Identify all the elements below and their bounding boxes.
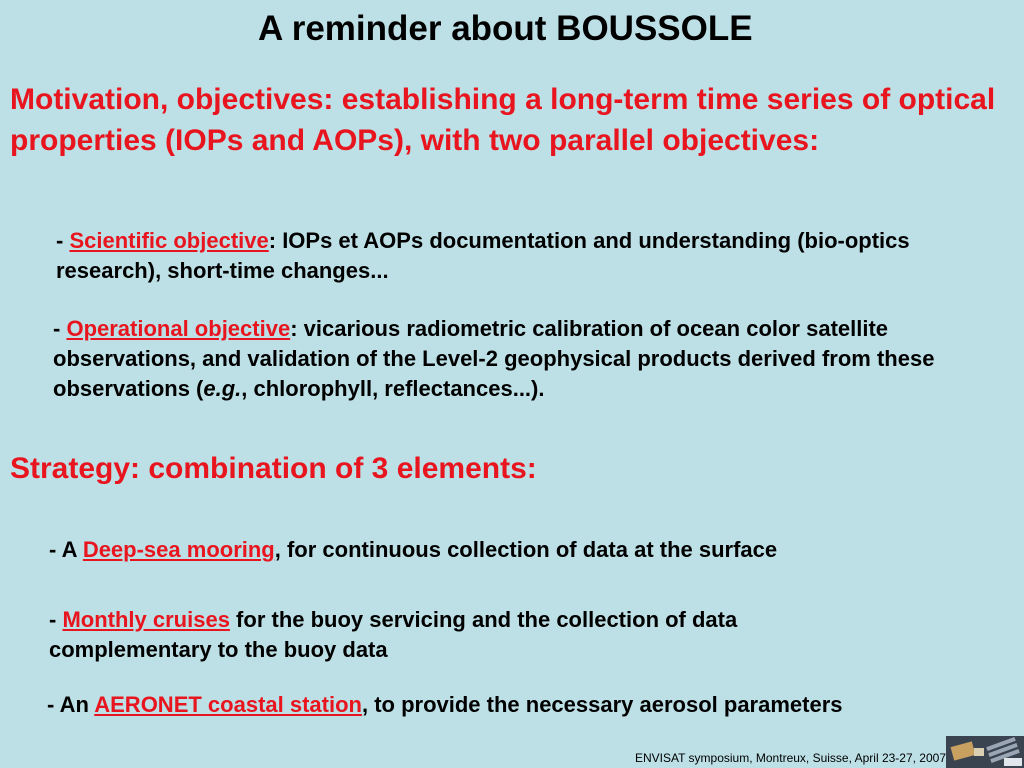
scientific-objective-text: : IOPs et AOPs documentation and understanding (bio-optics research), short-time changes... (56, 228, 910, 283)
monthly-cruises-text: for the buoy servicing and the collection of data complementary to the buoy data (49, 607, 738, 662)
bullet-prefix: - (56, 228, 70, 253)
scientific-objective (56, 226, 986, 286)
element-aeronet-station (47, 690, 1017, 720)
bullet-prefix: - A (49, 537, 83, 562)
operational-objective (53, 314, 963, 404)
element-monthly-cruises (49, 605, 889, 665)
title-area (0, 0, 1024, 60)
operational-objective-text-1: : vicarious radiometric calibration of ocean color satellite observations, and validation of the Level-2 geophysical products derived from these observations ( (53, 316, 935, 401)
bullet-prefix: - (49, 607, 63, 632)
deep-sea-mooring-link: Deep-sea mooring (82, 537, 275, 562)
deep-sea-mooring-text: , for continuous collection of data at the surface (274, 537, 778, 562)
aeronet-station-link: AERONET coastal station (94, 692, 362, 717)
element-deep-sea-mooring (49, 535, 1009, 565)
bullet-prefix: - (53, 316, 67, 341)
aeronet-station-text: , to provide the necessary aerosol parameters (361, 692, 843, 717)
footer-text: ENVISAT symposium, Montreux, Suisse, April 23-27, 2007 (634, 751, 946, 765)
operational-objective-text-2: , chlorophyll, reflectances...). (241, 376, 545, 401)
scientific-objective-link: Scientific objective (69, 228, 269, 253)
operational-objective-link: Operational objective (66, 316, 291, 341)
slide-title: A reminder about BOUSSOLE (258, 9, 753, 48)
bullet-prefix: - An (47, 692, 95, 717)
operational-objective-italic: e.g. (203, 376, 242, 401)
motivation-heading: Motivation, objectives: establishing a long-term time series of optical properties (IOPs and AOPs), with two parallel objectives: (10, 83, 996, 157)
satellite-logo-icon (946, 736, 1024, 768)
monthly-cruises-link: Monthly cruises (62, 607, 230, 632)
strategy-heading: Strategy: combination of 3 elements: (10, 452, 537, 485)
